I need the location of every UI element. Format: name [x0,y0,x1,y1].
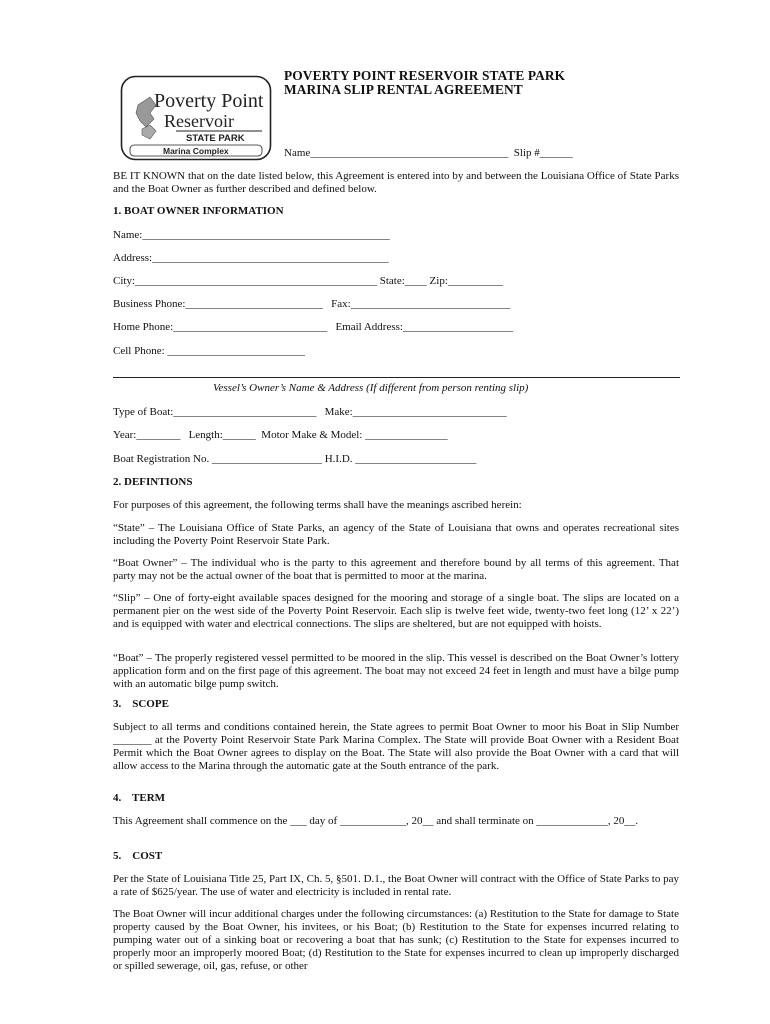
cost-paragraph: Per the State of Louisiana Title 25, Part IX, Ch. 5, §501. D.1., the Boat Owner will contract with the Office of State Parks to pay a rate of $625/year. The use of water and electricity is included in rental rate. [113,873,679,898]
logo-line3: STATE PARK [186,133,245,144]
section3-heading: 3. SCOPE [113,698,169,710]
city-state-zip-field: City:____________________________________________ State:____ Zip:__________ [113,275,503,287]
definition-state: “State” – The Louisiana Office of State Parks, an agency of the State of Louisiana that owns and operates recreational sites including the Poverty Point Reservoir State Park. [113,522,679,547]
section4-heading: 4. TERM [113,792,166,804]
vessel-owner-note: Vessel’s Owner’s Name & Address (If different from person renting slip) [213,382,529,394]
owner-name-field: Name:_____________________________________________ [113,229,390,241]
section1-heading: 1. BOAT OWNER INFORMATION [113,205,284,217]
section5-heading: 5. COST [113,850,163,862]
registration-hid-field: Boat Registration No. ____________________ H.I.D. ______________________ [113,453,477,465]
document-title-line2: MARINA SLIP RENTAL AGREEMENT [284,82,523,97]
name-slip-line: Name____________________________________ Slip #______ [284,147,573,159]
business-phone-fax-field: Business Phone:_________________________ Fax:_____________________________ [113,298,511,310]
definition-slip: “Slip” – One of forty-eight available spaces designed for the mooring and storage of a single boat. The slips are located on a permanent pier on the west side of the Poverty Point Reservoir. Each slip is twelve feet wide, twenty-two feet long (12’ x 22’) and is equipped with water and electrical connections. The slips are sheltered, but are not equipped with hoists. [113,592,679,630]
owner-address-field: Address:___________________________________________ [113,252,389,264]
definition-boat-owner: “Boat Owner” – The individual who is the party to this agreement and therefore bound by all terms of this agreement. That party may not be the actual owner of the boat that is permitted to moor at the marina. [113,557,679,582]
definition-boat: “Boat” – The properly registered vessel permitted to be moored in the slip. This vessel is described on the Boat Owner’s lottery application form and on the first page of this agreement. The boat may not exceed 24 feet in length and must have a bilge pump with an automatic bilge pump switch. [113,652,679,690]
logo-line2: Reservoir [164,111,234,131]
term-paragraph: This Agreement shall commence on the ___ day of ____________, 20__ and shall terminate on _____________, 20__. [113,815,639,827]
boat-type-make-field: Type of Boat:__________________________ Make:____________________________ [113,406,507,418]
logo-line1: Poverty Point [154,90,264,112]
year-length-motor-field: Year:________ Length:______ Motor Make & Model: _______________ [113,429,448,441]
section-divider [113,377,680,378]
park-logo [120,75,272,161]
definitions-intro: For purposes of this agreement, the following terms shall have the meanings ascribed herein: [113,499,522,511]
logo-line4: Marina Complex [163,146,229,156]
home-phone-email-field: Home Phone:____________________________ Email Address:____________________ [113,321,513,333]
scope-paragraph: Subject to all terms and conditions contained herein, the State agrees to permit Boat Owner to moor his Boat in Slip Number _______ at the Poverty Point Reservoir State Park Marina Complex. The State will provide Boat Owner with a Resident Boat Permit which the Boat Owner agrees to display on the Boat. The State will also provide the Boat Owner with a card that will allow access to the Marina through the automatic gate at the South entrance of the park. [113,721,679,772]
section2-heading: 2. DEFINTIONS [113,476,193,488]
document-title-line1: POVERTY POINT RESERVOIR STATE PARK [284,68,566,83]
additional-charges-paragraph: The Boat Owner will incur additional charges under the following circumstances: (a) Restitution to the State for damage to State property caused by the Boat Owner, his invitees, or his Boat; (b) Restitution to the State for expenses incurred relating to pumping water out of a sinking boat or recovering a boat that has sunk; (c) Restitution to the State for expenses incurred to properly moor an improperly moored Boat; (d) Restitution to the State for expenses incurred to clean up improperly discharged or spilled sewerage, oil, gas, refuse, or other [113,908,679,972]
intro-paragraph: BE IT KNOWN that on the date listed below, this Agreement is entered into by and between the Louisiana Office of State Parks and the Boat Owner as further described and defined below. [113,170,679,195]
cell-phone-field: Cell Phone: _________________________ [113,345,305,357]
